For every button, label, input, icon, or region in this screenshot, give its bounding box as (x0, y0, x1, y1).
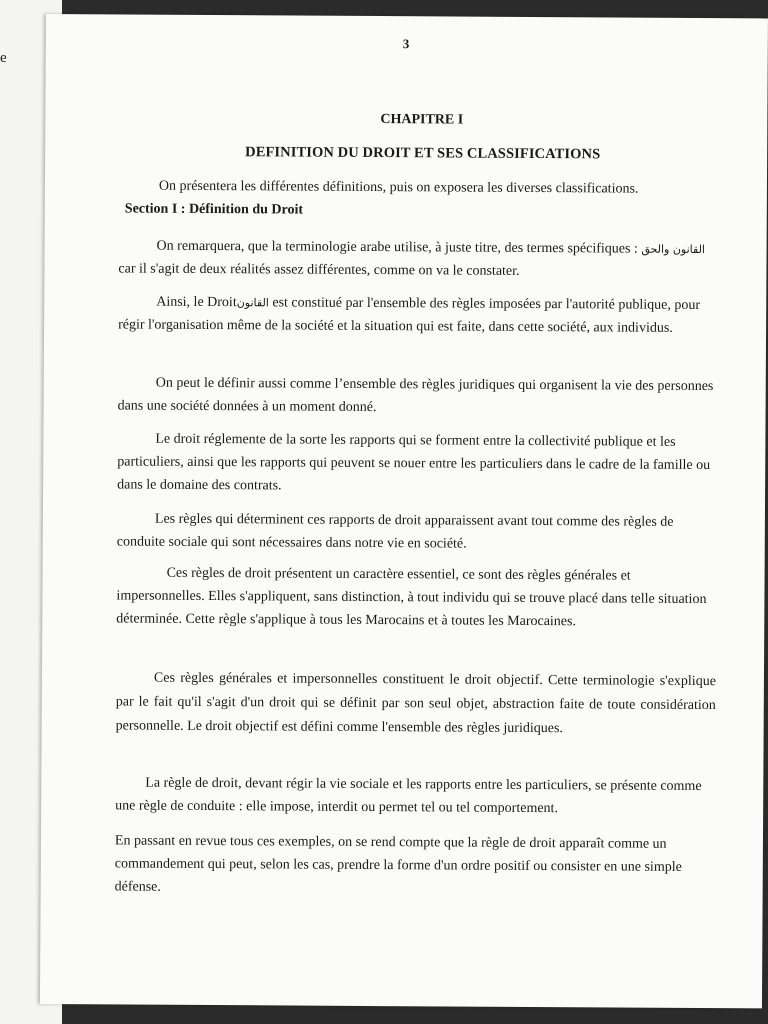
p1-line1: On remarquera, que la terminologie arabe utilise, à juste titre, des termes spécifiques : (156, 238, 638, 257)
document-page (40, 14, 768, 1008)
paragraph-7: Ces règles générales et impersonnelles constituent le droit objectif. Cette terminologie s'explique par le fait qu'il s'agit d'un droit qui se définit par son seul objet, abstraction faite de toute considération personnelle. Le droit objectif est défini comme l'ensemble des règles juridiques. (115, 670, 716, 737)
paragraph-3: On peut le définir aussi comme l’ensemble des règles juridiques qui organisent la vie des personnes dans une société données à un moment donné. (117, 375, 714, 416)
chapter-heading: CHAPITRE I (380, 112, 464, 128)
p1-line2: car il s'agit de deux réalités assez différentes, comme on va le constater. (118, 261, 520, 279)
paragraph-5: Les règles qui déterminent ces rapports de droit apparaissent avant tout comme des règles de conduite sociale qui sont nécessaires dans notre vie en société. (116, 511, 674, 552)
p2-rest: est constitué par l'ensemble des règles imposées par l'autorité publique, pour régir l'organisation même de la société et la situation qui est faite, dans cette société, aux individus. (118, 295, 701, 336)
intro-paragraph: On présentera les différentes définitions, puis on exposera les diverses classifications. (158, 178, 639, 197)
paragraph-6: Ces règles de droit présentent un caractère essentiel, ce sont des règles générales et impersonnelles. Elles s'appliquent, sans distinction, à tout individu qui se trouve placé dans telle situation déterminée. Cette règle s'applique à tous les Marocains et à toutes les Marocaines. (116, 565, 707, 630)
stray-margin-character: e (0, 50, 7, 66)
paragraph-9: En passant en revue tous ces exemples, on se rend compte que la règle de droit apparaît comme un commandement qui peut, selon les cas, prendre la forme d'un ordre positif ou consister en une simple défense. (114, 833, 682, 895)
chapter-title: DEFINITION DU DROIT ET SES CLASSIFICATIONS (245, 144, 601, 163)
p2-start: Ainsi, le Droit (156, 294, 237, 311)
paragraph-4: Le droit réglemente de la sorte les rapports qui se forment entre la collectivité publique et les particuliers, ainsi que les rapports qui peuvent se nouer entre les particuliers dans le cadre de la famille ou dans le domaine des contrats. (117, 431, 711, 494)
paragraph-1 (118, 234, 718, 284)
paragraph-8: La règle de droit, devant régir la vie sociale et les rapports entre les particuliers, se présente comme une règle de conduite : elle impose, interdit ou permet tel ou tel comportement. (115, 775, 702, 817)
p1-arabic-terms: القانون والحق (641, 242, 706, 257)
section-heading: Section I : Définition du Droit (124, 201, 304, 218)
p2-arabic-term: القانون (236, 296, 269, 310)
paragraph-2 (118, 290, 718, 340)
page-number: 3 (402, 36, 410, 52)
